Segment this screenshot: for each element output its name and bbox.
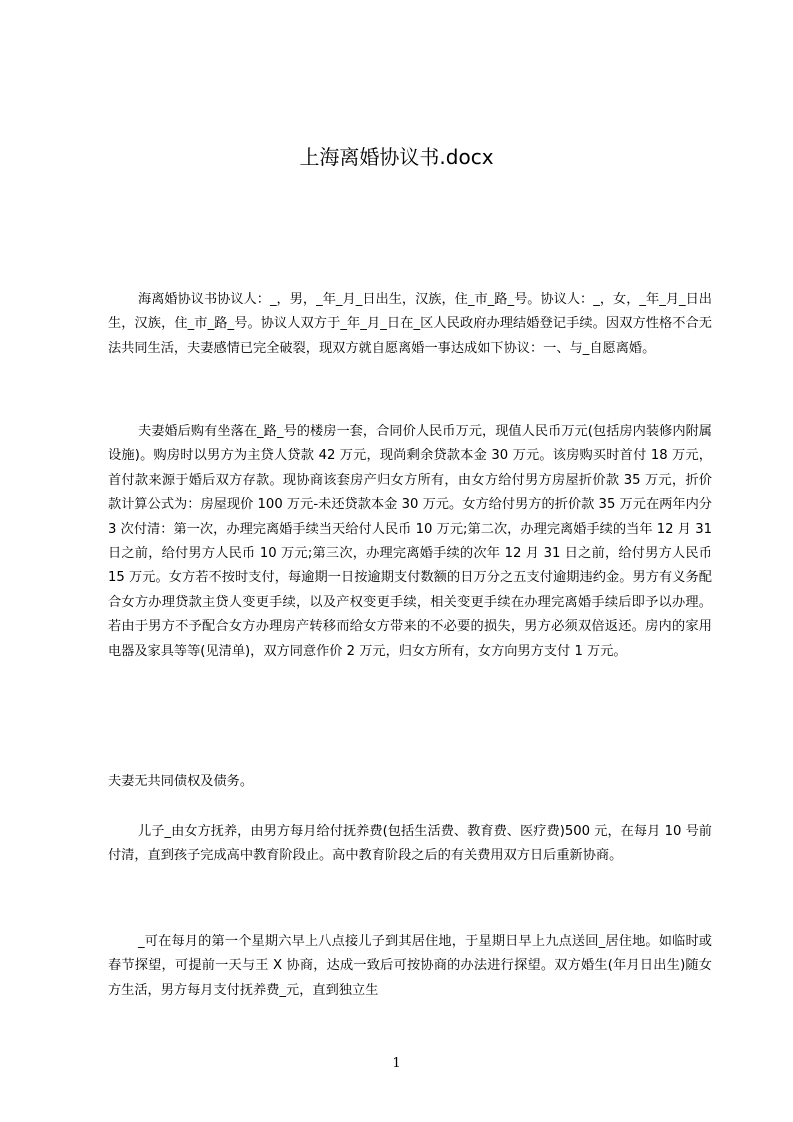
- page-number: 1: [392, 1056, 401, 1071]
- paragraph-child-support: 儿子_由女方抚养，由男方每月给付抚养费(包括生活费、教育费、医疗费)500 元，在每月 10 号前付清，直到孩子完成高中教育阶段止。高中教育阶段之后的有关费用双方日后重新协商。: [108, 824, 712, 864]
- paragraph-debts: 夫妻无共同债权及债务。: [108, 774, 254, 789]
- paragraph-parties: 海离婚协议书协议人：_，男，_年_月_日出生，汉族，住_市_路_号。协议人：_，女，_年_月_日出生，汉族，住_市_路_号。协议人双方于_年_月_日在_区人民政府办理结婚登记手续。因双方性格不合无法共同生活，夫妻感情已完全破裂，现双方就自愿离婚一事达成如下协议：一、与_自愿离婚。: [108, 292, 712, 356]
- document-title: 上海离婚协议书.docx: [299, 145, 494, 169]
- paragraph-visitation: _可在每月的第一个星期六早上八点接儿子到其居住地，于星期日早上九点送回_居住地。如临时或春节探望，可提前一天与王 X 协商，达成一致后可按协商的办法进行探望。双方婚生(年月日出生)随女方生活，男方每月支付抚养费_元，直到独立生: [108, 934, 712, 998]
- paragraph-property: 夫妻婚后购有坐落在_路_号的楼房一套，合同价人民币万元，现值人民币万元(包括房内装修内附属设施)。购房时以男方为主贷人贷款 42 万元，现尚剩余贷款本金 30 万元。该房购买时首付 18 万元，首付款来源于婚后双方存款。现协商该套房产归女方所有，由女方给付男方房屋折价款 35 万元，折价款计算公式为：房屋现价 100 万元-未还贷款本金 30 万元。女方给付男方的折价款 35 万元在两年内分 3 次付清：第一次，办理完离婚手续当天给付人民币 10 万元;第二次，办理完离婚手续的当年 12 月 31 日之前，给付男方人民币 10 万元;第三次，办理完离婚手续的次年 12 月 31 日之前，给付男方人民币 15 万元。女方若不按时支付，每逾期一日按逾期支付数额的日万分之五支付逾期违约金。男方有义务配合女方办理贷款主贷人变更手续，以及产权变更手续，相关变更手续在办理完离婚手续后即予以办理。若由于男方不予配合女方办理房产转移而给女方带来的不必要的损失，男方必须双倍返还。房内的家用电器及家具等等(见清单)，双方同意作价 2 万元，归女方所有，女方向男方支付 1 万元。: [108, 424, 712, 659]
